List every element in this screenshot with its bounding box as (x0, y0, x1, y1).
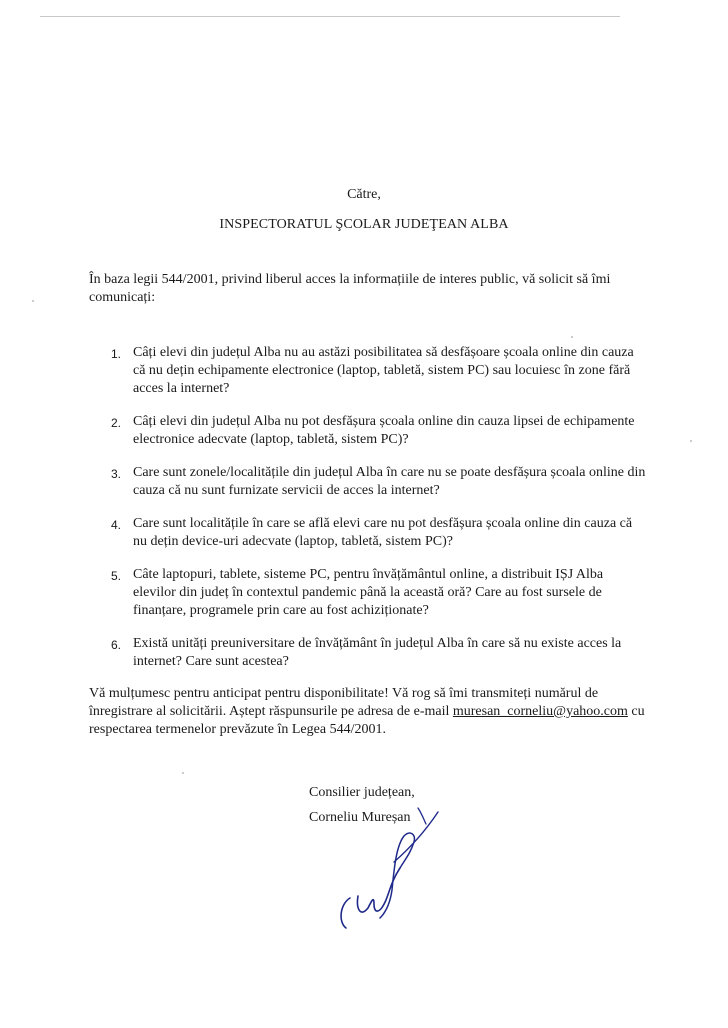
signatory-name: Corneliu Mureșan (309, 810, 411, 825)
scan-speck (32, 300, 34, 302)
intro-paragraph: În baza legii 544/2001, privind liberul acces la informațiile de interes public, vă solicit să îmi comunicați: (89, 272, 611, 305)
question-number: 3. (111, 467, 122, 481)
question-item (101, 344, 646, 398)
recipient-heading: INSPECTORATUL ŞCOLAR JUDEŢEAN ALBA (219, 217, 509, 232)
handwritten-signature (330, 800, 450, 940)
scan-top-edge (40, 16, 620, 17)
question-item (101, 635, 646, 671)
question-list (101, 344, 646, 686)
scan-speck (690, 440, 692, 442)
question-item (101, 515, 646, 551)
closing-text: Vă mulțumesc pentru anticipat pentru disponibilitate! Vă rog să îmi transmiteți numărul de înregistrare al solicitării. Aștept răspunsurile pe adresa de e-mail (89, 686, 599, 719)
question-number: 2. (111, 416, 122, 430)
scan-speck (571, 336, 573, 338)
question-text: Care sunt zonele/localitățile din județul Alba în care nu se poate desfășura școala online din cauza că nu sunt furnizate servicii de acces la internet? (133, 465, 646, 498)
question-item (101, 413, 646, 449)
question-text: Câți elevi din județul Alba nu pot desfășura școala online din cauza lipsei de echipamente electronice adecvate (laptop, tabletă, sistem PC)? (133, 414, 635, 447)
question-number: 4. (111, 518, 122, 532)
closing-text-end: cu respectarea termenelor prevăzute în Legea 544/2001. (89, 704, 645, 737)
question-item (101, 566, 646, 620)
question-text: Există unități preuniversitare de învățământ în județul Alba în care să nu existe acces la internet? Care sunt acestea? (133, 636, 622, 669)
question-text: Câți elevi din județul Alba nu au astăzi posibilitatea să desfășoare școala online din cauza că nu dețin echipamente electronice (laptop, tabletă, sistem PC) sau locuiesc în zone fără acces la internet? (133, 345, 634, 396)
closing-paragraph (89, 685, 649, 739)
signatory-role: Consilier județean, (309, 785, 415, 800)
salutation: Către, (347, 187, 381, 202)
question-item (101, 464, 646, 500)
question-number: 6. (111, 638, 122, 652)
question-number: 5. (111, 569, 122, 583)
email-link[interactable]: muresan_corneliu@yahoo.com (452, 704, 628, 719)
question-number: 1. (111, 347, 122, 361)
question-text: Care sunt localitățile în care se află elevi care nu pot desfășura școala online din cauza că nu dețin device-uri adecvate (laptop, tabletă, sistem PC)? (133, 516, 633, 549)
question-text: Câte laptopuri, tablete, sisteme PC, pentru învățământul online, a distribuit IȘJ Alba elevilor din județ în contextul pandemic până la această oră? Care au fost sursele de finanțare, programele prin care au fost achiziționate? (133, 567, 604, 618)
scan-speck (182, 772, 184, 774)
